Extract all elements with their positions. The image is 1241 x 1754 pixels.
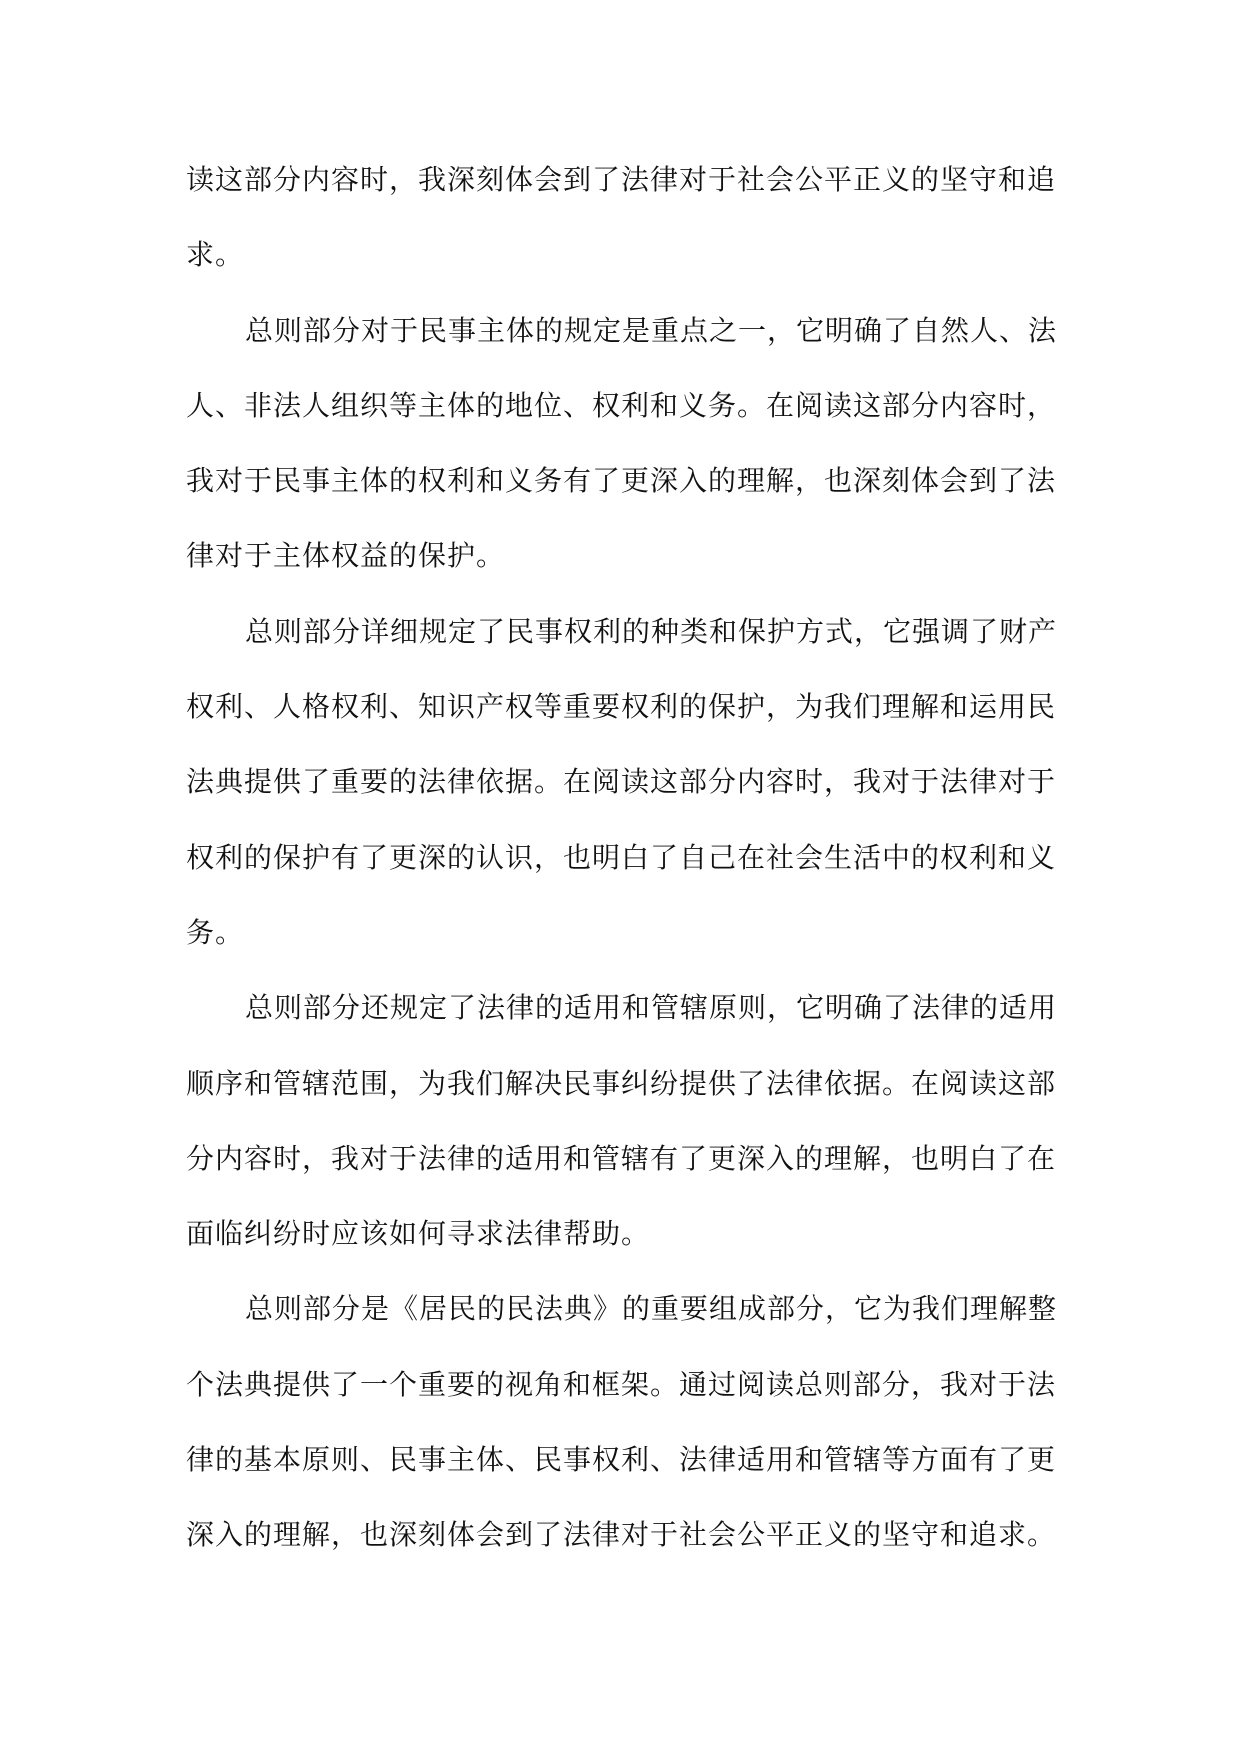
text-line: 个法典提供了一个重要的视角和框架。通过阅读总则部分，我对于法 xyxy=(186,1367,1057,1401)
text-line: 权利、人格权利、知识产权等重要权利的保护，为我们理解和运用民 xyxy=(186,690,1057,724)
paragraph-first-line: 总则部分还规定了法律的适用和管辖原则，它明确了法律的适用 xyxy=(245,991,1058,1025)
paragraph-first-line: 总则部分是《居民的民法典》的重要组成部分，它为我们理解整 xyxy=(245,1292,1058,1326)
text-line: 面临纠纷时应该如何寻求法律帮助。 xyxy=(186,1217,651,1251)
text-line: 务。 xyxy=(186,915,245,949)
text-line: 分内容时，我对于法律的适用和管辖有了更深入的理解，也明白了在 xyxy=(186,1141,1057,1175)
text-line: 顺序和管辖范围，为我们解决民事纠纷提供了法律依据。在阅读这部 xyxy=(186,1066,1057,1100)
document-body xyxy=(186,142,1066,1573)
text-line: 人、非法人组织等主体的地位、权利和义务。在阅读这部分内容时， xyxy=(186,388,1057,422)
text-line: 律的基本原则、民事主体、民事权利、法律适用和管辖等方面有了更 xyxy=(186,1443,1057,1477)
text-line: 读这部分内容时，我深刻体会到了法律对于社会公平正义的坚守和追 xyxy=(186,163,1057,196)
text-line: 深入的理解，也深刻体会到了法律对于社会公平正义的坚守和追求。 xyxy=(186,1518,1057,1552)
text-line: 法典提供了重要的法律依据。在阅读这部分内容时，我对于法律对于 xyxy=(186,765,1057,799)
paragraph-first-line: 总则部分对于民事主体的规定是重点之一，它明确了自然人、法 xyxy=(245,313,1058,347)
text-line: 权利的保护有了更深的认识，也明白了自己在社会生活中的权利和义 xyxy=(186,840,1057,874)
text-line: 律对于主体权益的保护。 xyxy=(186,539,506,573)
text-line: 我对于民事主体的权利和义务有了更深入的理解，也深刻体会到了法 xyxy=(186,464,1057,498)
text-line: 求。 xyxy=(186,238,245,272)
paragraph-first-line: 总则部分详细规定了民事权利的种类和保护方式，它强调了财产 xyxy=(245,614,1058,648)
